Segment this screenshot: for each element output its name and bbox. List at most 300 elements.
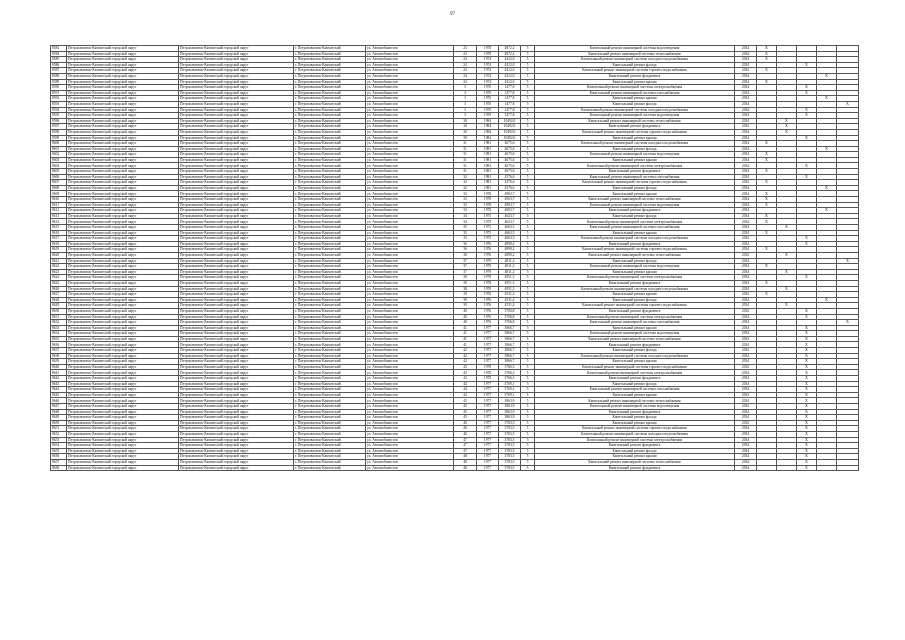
row-number-cell: 8624 (51, 275, 67, 281)
locality-cell: г. Петропавловск-Камчатский (294, 415, 366, 421)
district-cell: Петропавловск-Камчатский городской округ (67, 146, 179, 152)
floors-cell: 5 (521, 191, 535, 197)
locality-cell: г. Петропавловск-Камчатский (294, 348, 366, 354)
area-cell: 10492,0 (499, 129, 521, 135)
row-number-cell: 8650 (51, 420, 67, 426)
row-number-cell: 8627 (51, 292, 67, 298)
district-cell: Петропавловск-Камчатский городской округ (67, 157, 179, 163)
year-cell: 1976 (477, 247, 499, 253)
mark-cell (817, 465, 837, 471)
locality-cell: г. Петропавловск-Камчатский (294, 409, 366, 415)
row-number-cell: 8585 (51, 57, 67, 63)
floors-cell: 5 (521, 57, 535, 63)
house-number-cell: 3 (454, 113, 477, 119)
floors-cell: 5 (521, 213, 535, 219)
mark-cell: X (777, 118, 797, 124)
locality-cell: г. Петропавловск-Камчатский (294, 292, 366, 298)
term-cell: 2034 (735, 280, 757, 286)
work-type-cell: Капитальный ремонт крыши (535, 135, 735, 141)
locality-cell: г. Петропавловск-Камчатский (294, 437, 366, 443)
work-type-cell: Капитальный ремонт инженерной системы горячего водоснабжения (535, 303, 735, 309)
municipality-cell: Петропавловск-Камчатский городской округ (179, 180, 294, 186)
work-type-cell: Капитальный ремонт фундамента (535, 124, 735, 130)
year-cell: 1975 (477, 213, 499, 219)
locality-cell: г. Петропавловск-Камчатский (294, 202, 366, 208)
street-cell: ул. Автомобилистов (366, 101, 454, 107)
house-number-cell: 46 (454, 431, 477, 437)
house-number-cell: 31 (454, 141, 477, 147)
municipality-cell: Петропавловск-Камчатский городской округ (179, 241, 294, 247)
district-cell: Петропавловск-Камчатский городской округ (67, 348, 179, 354)
street-cell: ул. Автомобилистов (366, 280, 454, 286)
floors-cell: 5 (521, 96, 535, 102)
row-number-cell: 8594 (51, 107, 67, 113)
district-cell: Петропавловск-Камчатский городской округ (67, 336, 179, 342)
municipality-cell: Петропавловск-Камчатский городской округ (179, 275, 294, 281)
floors-cell: 5 (521, 141, 535, 147)
district-cell: Петропавловск-Камчатский городской округ (67, 359, 179, 365)
term-cell: 2034 (735, 247, 757, 253)
year-cell: 1977 (477, 336, 499, 342)
mark-cell: X (757, 219, 777, 225)
street-cell: ул. Автомобилистов (366, 275, 454, 281)
house-number-cell: 36 (454, 252, 477, 258)
area-cell: 3769,1 (499, 381, 521, 387)
floors-cell: 5 (521, 219, 535, 225)
term-cell: 2034 (735, 420, 757, 426)
work-type-cell: Капитальный ремонт фундамента (535, 465, 735, 471)
work-type-cell: Капитальный ремонт фундамента (535, 208, 735, 214)
area-cell: 3706,8 (499, 308, 521, 314)
locality-cell: г. Петропавловск-Камчатский (294, 57, 366, 63)
locality-cell: г. Петропавловск-Камчатский (294, 174, 366, 180)
municipality-cell: Петропавловск-Камчатский городской округ (179, 404, 294, 410)
district-cell: Петропавловск-Камчатский городской округ (67, 381, 179, 387)
mark-cell: X (757, 202, 777, 208)
work-type-cell: Капитальный ремонт инженерной системы теплоснабжения (535, 197, 735, 203)
street-cell: ул. Автомобилистов (366, 96, 454, 102)
house-number-cell: 41 (454, 342, 477, 348)
term-cell: 2034 (735, 197, 757, 203)
area-cell: 4903,7 (499, 208, 521, 214)
municipality-cell: Петропавловск-Камчатский городской округ (179, 101, 294, 107)
house-number-cell: 31 (454, 146, 477, 152)
district-cell: Петропавловск-Камчатский городской округ (67, 314, 179, 320)
street-cell: ул. Автомобилистов (366, 90, 454, 96)
house-number-cell: 3 (454, 107, 477, 113)
term-cell: 2034 (735, 342, 757, 348)
area-cell: 10492,0 (499, 135, 521, 141)
area-cell: 1477,8 (499, 101, 521, 107)
floors-cell: 5 (521, 73, 535, 79)
term-cell: 2034 (735, 443, 757, 449)
locality-cell: г. Петропавловск-Камчатский (294, 241, 366, 247)
row-number-cell: 8592 (51, 96, 67, 102)
year-cell: 1984 (477, 118, 499, 124)
floors-cell: 5 (521, 124, 535, 130)
municipality-cell: Петропавловск-Камчатский городской округ (179, 152, 294, 158)
house-number-cell: 31 (454, 152, 477, 158)
row-number-cell: 8607 (51, 180, 67, 186)
floors-cell: 5 (521, 174, 535, 180)
floors-cell: 5 (521, 336, 535, 342)
house-number-cell: 39 (454, 297, 477, 303)
work-type-cell: Капитальный ремонт фасада (535, 62, 735, 68)
work-type-cell: Капитальный ремонт инженерной системы водоотведения (535, 331, 735, 337)
municipality-cell: Петропавловск-Камчатский городской округ (179, 146, 294, 152)
work-type-cell: Капитальный ремонт инженерной системы горячего водоснабжения (535, 68, 735, 74)
house-number-cell: 41 (454, 325, 477, 331)
floors-cell: 5 (521, 169, 535, 175)
row-number-cell: 8597 (51, 124, 67, 130)
locality-cell: г. Петропавловск-Камчатский (294, 264, 366, 270)
district-cell: Петропавловск-Камчатский городской округ (67, 264, 179, 270)
locality-cell: г. Петропавловск-Камчатский (294, 376, 366, 382)
area-cell: 4663,5 (499, 230, 521, 236)
mark-cell: X (757, 169, 777, 175)
house-number-cell: 3 (454, 96, 477, 102)
term-cell: 2034 (735, 292, 757, 298)
district-cell: Петропавловск-Камчатский городской округ (67, 185, 179, 191)
term-cell: 2034 (735, 185, 757, 191)
floors-cell: 5 (521, 113, 535, 119)
year-cell: 1977 (477, 465, 499, 471)
row-number-cell: 8612 (51, 208, 67, 214)
term-cell: 2034 (735, 163, 757, 169)
row-number-cell: 8635 (51, 336, 67, 342)
year-cell: 1976 (477, 292, 499, 298)
term-cell: 2034 (735, 415, 757, 421)
mark-cell: X (797, 454, 817, 460)
locality-cell: г. Петропавловск-Камчатский (294, 342, 366, 348)
municipality-cell: Петропавловск-Камчатский городской округ (179, 359, 294, 365)
mark-cell: X (797, 437, 817, 443)
row-number-cell: 8602 (51, 152, 67, 158)
municipality-cell: Петропавловск-Камчатский городской округ (179, 437, 294, 443)
row-number-cell: 8649 (51, 415, 67, 421)
mark-cell: X (757, 264, 777, 270)
district-cell: Петропавловск-Камчатский городской округ (67, 208, 179, 214)
locality-cell: г. Петропавловск-Камчатский (294, 113, 366, 119)
mark-cell: X (797, 348, 817, 354)
floors-cell: 5 (521, 247, 535, 253)
floors-cell: 5 (521, 286, 535, 292)
locality-cell: г. Петропавловск-Камчатский (294, 420, 366, 426)
year-cell: 1979 (477, 258, 499, 264)
municipality-cell: Петропавловск-Камчатский городской округ (179, 381, 294, 387)
municipality-cell: Петропавловск-Камчатский городской округ (179, 297, 294, 303)
area-cell: 4531,2 (499, 292, 521, 298)
work-type-cell: Капитальный ремонт инженерной системы холодного водоснабжения (535, 141, 735, 147)
floors-cell: 5 (521, 68, 535, 74)
street-cell: ул. Автомобилистов (366, 68, 454, 74)
term-cell: 2034 (735, 101, 757, 107)
mark-cell: X (757, 152, 777, 158)
work-type-cell: Капитальный ремонт инженерной системы водоотведения (535, 264, 735, 270)
street-cell: ул. Автомобилистов (366, 236, 454, 242)
floors-cell: 5 (521, 280, 535, 286)
year-cell: 1976 (477, 252, 499, 258)
term-cell: 2034 (735, 141, 757, 147)
floors-cell: 5 (521, 241, 535, 247)
municipality-cell: Петропавловск-Камчатский городской округ (179, 79, 294, 85)
locality-cell: г. Петропавловск-Камчатский (294, 280, 366, 286)
municipality-cell: Петропавловск-Камчатский городской округ (179, 51, 294, 57)
year-cell: 1977 (477, 331, 499, 337)
house-number-cell: 40 (454, 320, 477, 326)
work-type-cell: Капитальный ремонт инженерной системы холодного водоснабжения (535, 236, 735, 242)
mark-cell: X (797, 275, 817, 281)
mark-cell: X (837, 258, 859, 264)
floors-cell: 5 (521, 146, 535, 152)
floors-cell: 5 (521, 448, 535, 454)
street-cell: ул. Автомобилистов (366, 454, 454, 460)
street-cell: ул. Автомобилистов (366, 308, 454, 314)
work-type-cell: Капитальный ремонт фундамента (535, 73, 735, 79)
district-cell: Петропавловск-Камчатский городской округ (67, 303, 179, 309)
street-cell: ул. Автомобилистов (366, 73, 454, 79)
locality-cell: г. Петропавловск-Камчатский (294, 303, 366, 309)
area-cell: 4675,6 (499, 141, 521, 147)
locality-cell: г. Петропавловск-Камчатский (294, 404, 366, 410)
street-cell: ул. Автомобилистов (366, 286, 454, 292)
row-number-cell: 8600 (51, 141, 67, 147)
work-type-cell: Капитальный ремонт инженерной системы электроснабжения (535, 314, 735, 320)
work-type-cell: Капитальный ремонт крыши (535, 191, 735, 197)
locality-cell: г. Петропавловск-Камчатский (294, 252, 366, 258)
row-number-cell: 8619 (51, 247, 67, 253)
street-cell: ул. Автомобилистов (366, 292, 454, 298)
floors-cell: 5 (521, 152, 535, 158)
district-cell: Петропавловск-Камчатский городской округ (67, 135, 179, 141)
district-cell: Петропавловск-Камчатский городской округ (67, 420, 179, 426)
term-cell: 2034 (735, 392, 757, 398)
locality-cell: г. Петропавловск-Камчатский (294, 431, 366, 437)
work-type-cell: Капитальный ремонт инженерной системы теплоснабжения (535, 118, 735, 124)
year-cell: 1977 (477, 359, 499, 365)
term-cell: 2034 (735, 381, 757, 387)
row-number-cell: 8634 (51, 331, 67, 337)
mark-cell: X (797, 443, 817, 449)
district-cell: Петропавловск-Камчатский городской округ (67, 241, 179, 247)
municipality-cell: Петропавловск-Камчатский городской округ (179, 163, 294, 169)
row-number-cell: 8623 (51, 269, 67, 275)
locality-cell: г. Петропавловск-Камчатский (294, 180, 366, 186)
floors-cell: 5 (521, 252, 535, 258)
street-cell: ул. Автомобилистов (366, 398, 454, 404)
row-number-cell: 8631 (51, 314, 67, 320)
house-number-cell: 43 (454, 376, 477, 382)
municipality-cell: Петропавловск-Камчатский городской округ (179, 280, 294, 286)
locality-cell: г. Петропавловск-Камчатский (294, 62, 366, 68)
area-cell: 1477,8 (499, 107, 521, 113)
term-cell: 2034 (735, 308, 757, 314)
row-number-cell: 8603 (51, 157, 67, 163)
locality-cell: г. Петропавловск-Камчатский (294, 336, 366, 342)
term-cell: 2034 (735, 152, 757, 158)
term-cell: 2034 (735, 320, 757, 326)
house-number-cell: 30 (454, 129, 477, 135)
street-cell: ул. Автомобилистов (366, 381, 454, 387)
house-number-cell: 31 (454, 163, 477, 169)
house-number-cell: 44 (454, 392, 477, 398)
mark-cell: X (777, 124, 797, 130)
area-cell: 3706,8 (499, 320, 521, 326)
work-type-cell: Капитальный ремонт инженерной системы теплоснабжения (535, 398, 735, 404)
row-number-cell: 8610 (51, 197, 67, 203)
mark-cell: X (817, 208, 837, 214)
municipality-cell: Петропавловск-Камчатский городской округ (179, 62, 294, 68)
municipality-cell: Петропавловск-Камчатский городской округ (179, 185, 294, 191)
mark-cell: X (797, 90, 817, 96)
locality-cell: г. Петропавловск-Камчатский (294, 258, 366, 264)
year-cell: 1975 (477, 236, 499, 242)
area-cell: 3863,9 (499, 404, 521, 410)
row-number-cell: 8630 (51, 308, 67, 314)
year-cell: 1974 (477, 57, 499, 63)
street-cell: ул. Автомобилистов (366, 409, 454, 415)
mark-cell: X (797, 62, 817, 68)
area-cell: 4412,0 (499, 68, 521, 74)
district-cell: Петропавловск-Камчатский городской округ (67, 73, 179, 79)
year-cell: 1978 (477, 286, 499, 292)
mark-cell: X (797, 113, 817, 119)
floors-cell: 5 (521, 135, 535, 141)
floors-cell: 5 (521, 465, 535, 471)
house-number-cell: 41 (454, 331, 477, 337)
row-number-cell: 8604 (51, 163, 67, 169)
year-cell: 1977 (477, 392, 499, 398)
district-cell: Петропавловск-Камчатский городской округ (67, 286, 179, 292)
locality-cell: г. Петропавловск-Камчатский (294, 219, 366, 225)
term-cell: 2034 (735, 376, 757, 382)
house-number-cell: 43 (454, 370, 477, 376)
year-cell: 1978 (477, 280, 499, 286)
year-cell: 1974 (477, 73, 499, 79)
mark-cell: X (817, 73, 837, 79)
year-cell: 1977 (477, 409, 499, 415)
house-number-cell: 30 (454, 124, 477, 130)
year-cell: 1970 (477, 96, 499, 102)
house-number-cell: 47 (454, 448, 477, 454)
term-cell: 2034 (735, 208, 757, 214)
mark-cell: X (797, 459, 817, 465)
district-cell: Петропавловск-Камчатский городской округ (67, 96, 179, 102)
row-number-cell: 8643 (51, 381, 67, 387)
district-cell: Петропавловск-Камчатский городской округ (67, 174, 179, 180)
term-cell: 2034 (735, 241, 757, 247)
work-type-cell: Капитальный ремонт инженерной системы водоотведения (535, 113, 735, 119)
year-cell: 1981 (477, 180, 499, 186)
year-cell: 1981 (477, 152, 499, 158)
district-cell: Петропавловск-Камчатский городской округ (67, 269, 179, 275)
municipality-cell: Петропавловск-Камчатский городской округ (179, 202, 294, 208)
area-cell: 4412,0 (499, 57, 521, 63)
row-number-cell: 8638 (51, 353, 67, 359)
year-cell: 1977 (477, 404, 499, 410)
floors-cell: 5 (521, 398, 535, 404)
work-type-cell: Капитальный ремонт инженерной системы холодного водоснабжения (535, 57, 735, 63)
row-number-cell: 8616 (51, 230, 67, 236)
area-cell: 4675,6 (499, 152, 521, 158)
area-cell: 1477,8 (499, 90, 521, 96)
house-number-cell: 35 (454, 236, 477, 242)
district-cell: Петропавловск-Камчатский городской округ (67, 51, 179, 57)
term-cell: 2034 (735, 336, 757, 342)
work-type-cell: Капитальный ремонт крыши (535, 269, 735, 275)
row-number-cell: 8629 (51, 303, 67, 309)
floors-cell: 5 (521, 180, 535, 186)
area-cell: 4531,2 (499, 297, 521, 303)
street-cell: ул. Автомобилистов (366, 185, 454, 191)
floors-cell: 5 (521, 431, 535, 437)
mark-cell: X (797, 398, 817, 404)
house-number-cell: 37 (454, 269, 477, 275)
row-number-cell: 8605 (51, 169, 67, 175)
row-number-cell: 8595 (51, 113, 67, 119)
work-type-cell: Капитальный ремонт фундамента (535, 376, 735, 382)
area-cell: 4951,3 (499, 275, 521, 281)
area-cell: 4663,5 (499, 236, 521, 242)
mark-cell: X (797, 107, 817, 113)
year-cell: 1978 (477, 364, 499, 370)
row-number-cell: 8583 (51, 46, 67, 52)
municipality-cell: Петропавловск-Камчатский городской округ (179, 303, 294, 309)
district-cell: Петропавловск-Камчатский городской округ (67, 370, 179, 376)
municipality-cell: Петропавловск-Камчатский городской округ (179, 286, 294, 292)
municipality-cell: Петропавловск-Камчатский городской округ (179, 376, 294, 382)
municipality-cell: Петропавловск-Камчатский городской округ (179, 314, 294, 320)
year-cell: 1977 (477, 325, 499, 331)
street-cell: ул. Автомобилистов (366, 431, 454, 437)
term-cell: 2034 (735, 465, 757, 471)
locality-cell: г. Петропавловск-Камчатский (294, 297, 366, 303)
house-number-cell: 33 (454, 191, 477, 197)
floors-cell: 5 (521, 163, 535, 169)
floors-cell: 5 (521, 208, 535, 214)
house-number-cell: 39 (454, 292, 477, 298)
street-cell: ул. Автомобилистов (366, 51, 454, 57)
street-cell: ул. Автомобилистов (366, 325, 454, 331)
locality-cell: г. Петропавловск-Камчатский (294, 448, 366, 454)
row-number-cell: 8633 (51, 325, 67, 331)
street-cell: ул. Автомобилистов (366, 331, 454, 337)
floors-cell: 5 (521, 314, 535, 320)
area-cell: 4903,7 (499, 191, 521, 197)
work-type-cell: Капитальный ремонт крыши (535, 392, 735, 398)
street-cell: ул. Автомобилистов (366, 62, 454, 68)
mark-cell: X (757, 51, 777, 57)
street-cell: ул. Автомобилистов (366, 79, 454, 85)
work-type-cell: Капитальный ремонт фундамента (535, 241, 735, 247)
street-cell: ул. Автомобилистов (366, 57, 454, 63)
locality-cell: г. Петропавловск-Камчатский (294, 359, 366, 365)
area-cell: 3863,9 (499, 409, 521, 415)
area-cell: 3863,9 (499, 415, 521, 421)
work-type-cell: Капитальный ремонт фасада (535, 101, 735, 107)
area-cell: 4903,7 (499, 202, 521, 208)
municipality-cell: Петропавловск-Камчатский городской округ (179, 415, 294, 421)
locality-cell: г. Петропавловск-Камчатский (294, 208, 366, 214)
house-number-cell: 48 (454, 465, 477, 471)
mark-cell: X (757, 57, 777, 63)
floors-cell: 5 (521, 353, 535, 359)
row-number-cell: 8626 (51, 286, 67, 292)
mark-cell: X (797, 342, 817, 348)
street-cell: ул. Автомобилистов (366, 359, 454, 365)
floors-cell: 5 (521, 197, 535, 203)
mark-cell: X (757, 46, 777, 52)
